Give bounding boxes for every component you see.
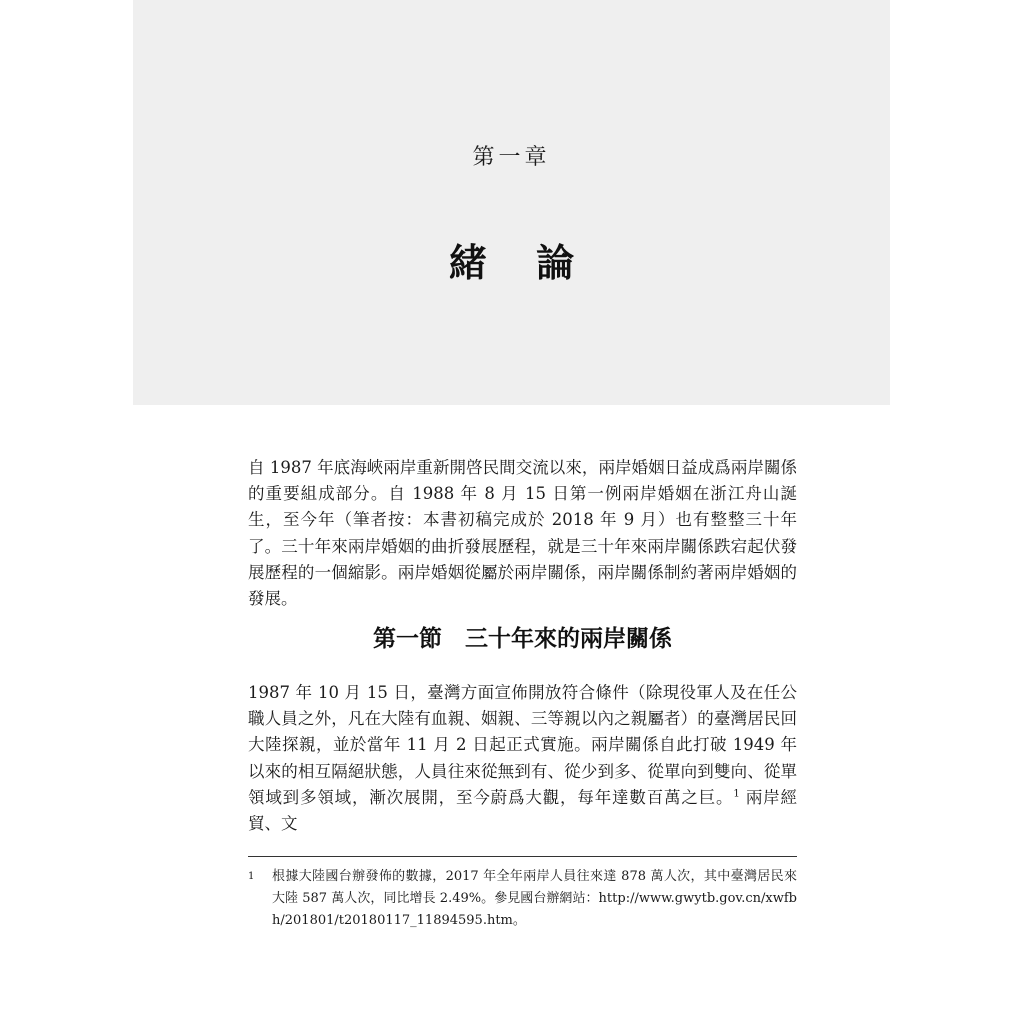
section-paragraph-text: 1987 年 10 月 15 日，臺灣方面宣佈開放符合條件（除現役軍人及在任公職人員之外，凡在大陸有血親、姻親、三等親以內之親屬者）的臺灣居民回大陸探親，並於當年 11 月 2 日起正式實施。兩岸關係自此打破 1949 年以來的相互隔絕狀態，人員往來從無到有、從少到多、從單向到雙向、從單領域到多領域，漸次展開，至今蔚爲大觀，每年達數百萬之巨。	[248, 683, 797, 807]
section-paragraph	[248, 680, 797, 837]
footnote-text: 根據大陸國台辦發佈的數據，2017 年全年兩岸人員往來達 878 萬人次，其中臺灣居民來大陸 587 萬人次，同比增長 2.49%。參見國台辦網站：http://www.gwytb.gov.cn/xwfbh/201801/t20180117_11894595.htm。	[272, 869, 797, 928]
chapter-label: 第一章	[472, 145, 551, 170]
section-title: 第一節 三十年來的兩岸關係	[373, 626, 672, 652]
footnote-number: 1	[248, 871, 255, 882]
intro-paragraph: 自 1987 年底海峽兩岸重新開啓民間交流以來，兩岸婚姻日益成爲兩岸關係的重要組成部分。自 1988 年 8 月 15 日第一例兩岸婚姻在浙江舟山誕生，至今年（筆者按：本書初稿完成於 2018 年 9 月）也有整整三十年了。三十年來兩岸婚姻的曲折發展歷程，就是三十年來兩岸關係跌宕起伏發展歷程的一個縮影。兩岸婚姻從屬於兩岸關係，兩岸關係制約著兩岸婚姻的發展。	[248, 458, 797, 609]
footnote	[248, 866, 797, 932]
chapter-title: 緒 論	[448, 241, 593, 285]
section-paragraph-tail: 兩岸經貿、文	[248, 787, 797, 834]
footnote-divider	[248, 856, 797, 857]
footnote-reference[interactable]: 1	[733, 788, 740, 800]
chapter-header-band	[133, 0, 890, 405]
